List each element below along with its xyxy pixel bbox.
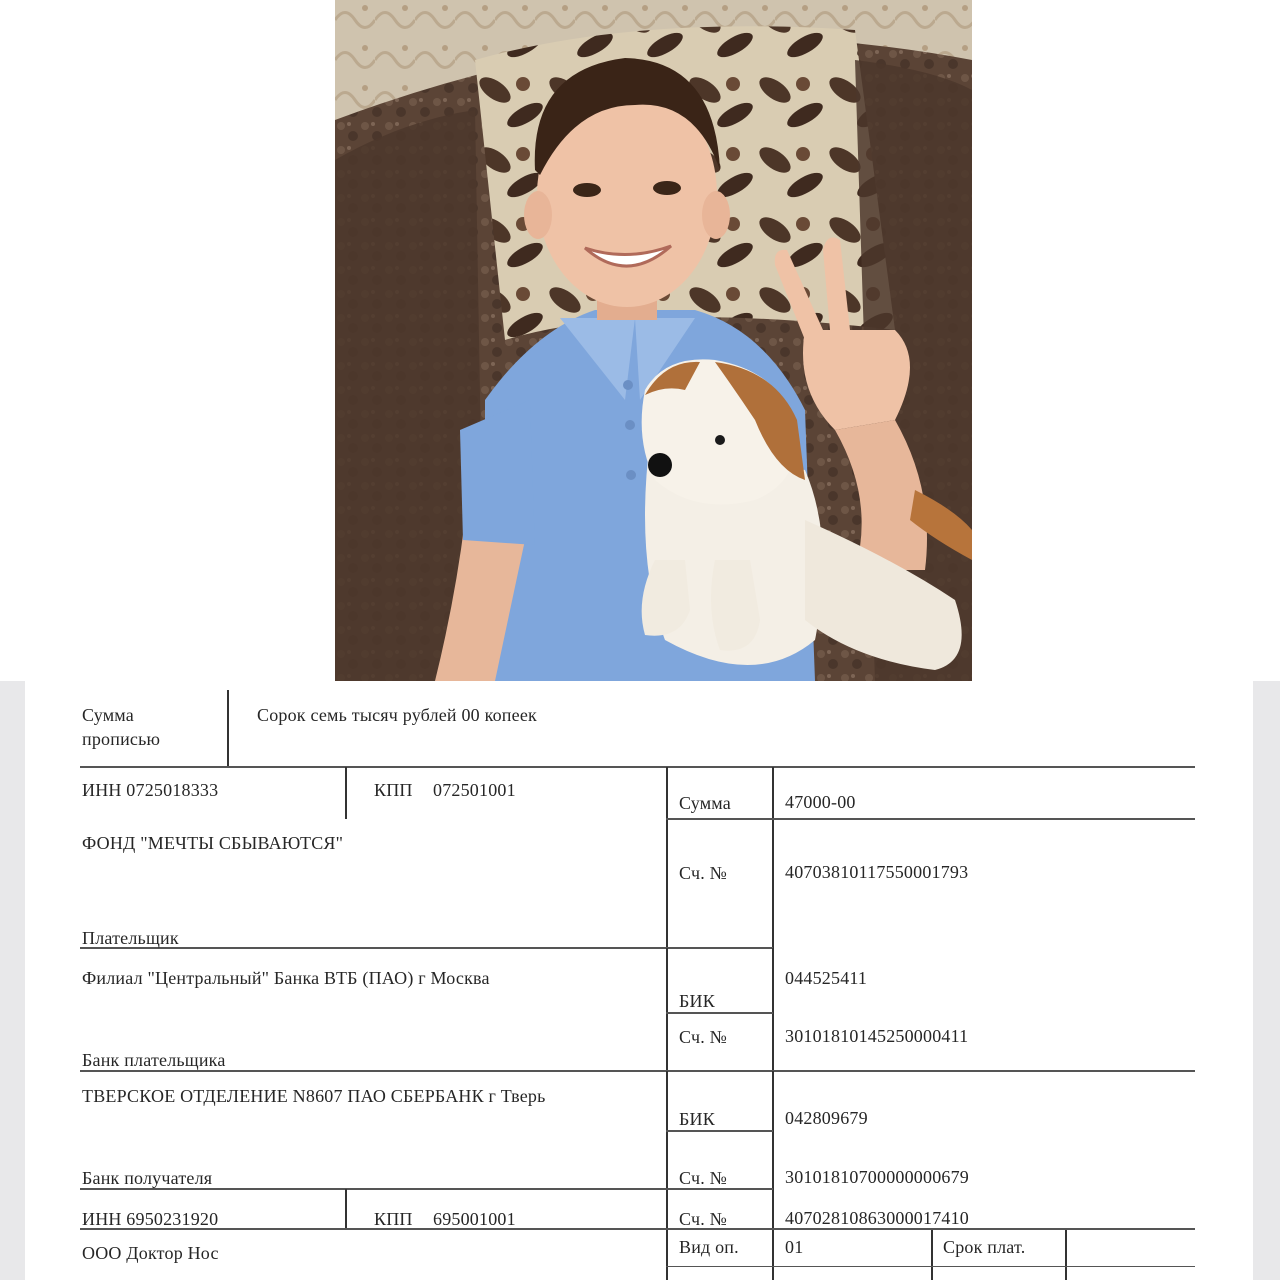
payee-name: ООО Доктор Нос [82, 1243, 219, 1263]
divider [80, 1070, 1195, 1072]
divider [345, 767, 347, 819]
payer-bank-bik-label: БИК [679, 991, 715, 1011]
divider [1065, 1230, 1067, 1280]
payee-kpp: 695001001 [433, 1209, 516, 1229]
divider [772, 948, 774, 1070]
payer-inn: ИНН 0725018333 [82, 780, 219, 800]
amount-words-label-line2: прописью [82, 729, 161, 749]
divider [772, 1071, 774, 1231]
payee-bank-bik-label: БИК [679, 1109, 715, 1129]
divider [666, 948, 668, 1070]
payer-role-label: Плательщик [82, 928, 179, 948]
divider [772, 767, 774, 948]
payer-bank-role-label: Банк плательщика [82, 1050, 226, 1070]
payer-bank-account-label: Сч. № [679, 1027, 727, 1047]
payee-account: 40702810863000017410 [785, 1208, 969, 1228]
divider [227, 690, 229, 767]
divider [666, 818, 1195, 820]
due-date-label: Срок плат. [943, 1237, 1026, 1257]
payee-inn: ИНН 6950231920 [82, 1209, 219, 1229]
payer-kpp: 072501001 [433, 780, 516, 800]
payee-account-label: Сч. № [679, 1209, 727, 1229]
payee-bank-account-label: Сч. № [679, 1168, 727, 1188]
op-type-label: Вид оп. [679, 1237, 739, 1257]
amount-label: Сумма [679, 793, 731, 813]
divider [80, 947, 773, 949]
op-type-value: 01 [785, 1237, 804, 1257]
divider [666, 767, 668, 948]
payer-account-label: Сч. № [679, 863, 727, 883]
divider [666, 1012, 773, 1014]
payee-bank-corr-account: 30101810700000000679 [785, 1167, 969, 1187]
payer-bank-name: Филиал "Центральный" Банка ВТБ (ПАО) г Москва [82, 968, 490, 988]
divider [80, 1188, 773, 1190]
payer-kpp-label: КПП [374, 780, 413, 800]
divider [931, 1230, 933, 1280]
payer-name: ФОНД "МЕЧТЫ СБЫВАЮТСЯ" [82, 833, 344, 853]
divider [772, 1230, 774, 1280]
divider [666, 1071, 668, 1231]
divider [666, 1266, 1195, 1267]
divider [80, 1228, 1195, 1230]
amount-words-label-line1: Сумма [82, 705, 134, 725]
payee-bank-role-label: Банк получателя [82, 1168, 213, 1188]
child-photo [335, 0, 972, 681]
payer-account: 40703810117550001793 [785, 862, 969, 882]
payee-bank-name: ТВЕРСКОЕ ОТДЕЛЕНИЕ N8607 ПАО СБЕРБАНК г Тверь [82, 1086, 546, 1106]
divider [666, 1230, 668, 1280]
payee-bank-bik: 042809679 [785, 1108, 868, 1128]
payee-kpp-label: КПП [374, 1209, 413, 1229]
divider [80, 766, 1195, 768]
payer-bank-corr-account: 30101810145250000411 [785, 1026, 969, 1046]
payer-bank-bik: 044525411 [785, 968, 868, 988]
divider [666, 1130, 773, 1132]
amount-in-words: Сорок семь тысяч рублей 00 копеек [257, 705, 537, 725]
divider [345, 1189, 347, 1230]
amount-value: 47000-00 [785, 792, 856, 812]
